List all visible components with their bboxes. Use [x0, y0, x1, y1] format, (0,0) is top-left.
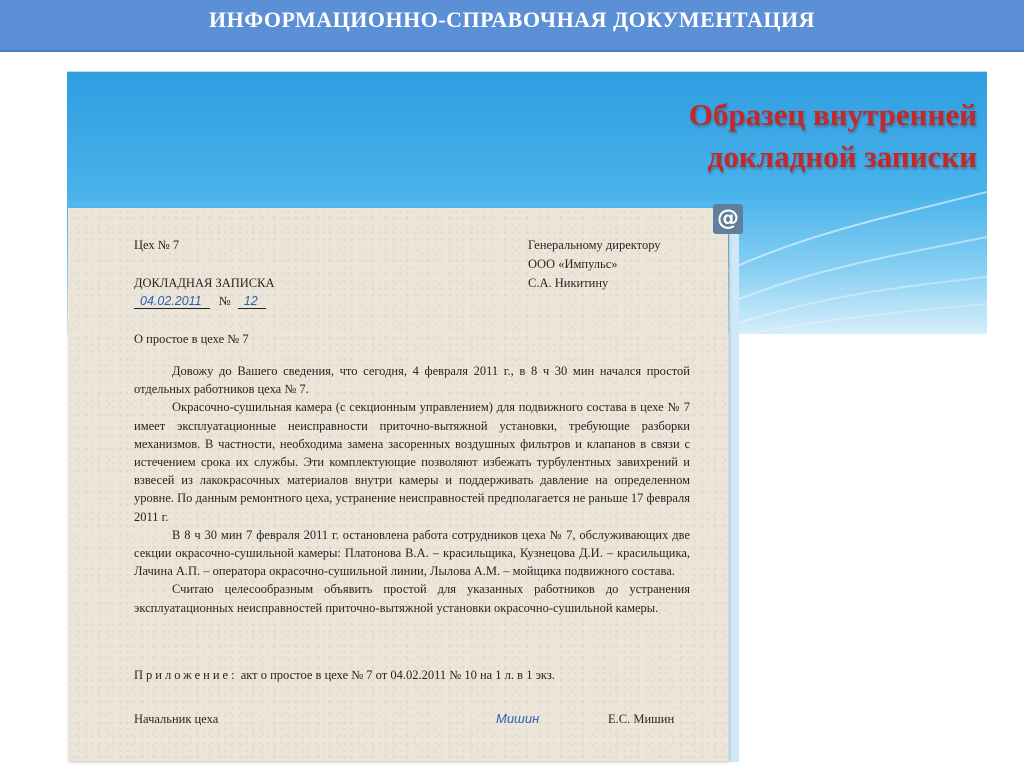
- document-type: ДОКЛАДНАЯ ЗАПИСКА: [134, 276, 275, 290]
- header-title: ИНФОРМАЦИОННО-СПРАВОЧНАЯ ДОКУМЕНТАЦИЯ: [209, 7, 815, 32]
- document-number: 12: [238, 294, 266, 309]
- number-sign: №: [218, 294, 231, 308]
- document-date: 04.02.2011: [134, 294, 210, 309]
- addressee-line-2: ООО «Импульс»: [528, 257, 618, 271]
- document-subject: О простое в цехе № 7: [134, 332, 249, 346]
- addressee-line-3: С.А. Никитину: [528, 276, 609, 290]
- paragraph-2: Окрасочно-сушильная камера (с секционным управлением) для подвижного состава в цехе № 7 имеет эксплуатационные неисправности приточно-вытяжной установки, требующие разборки механизмов. В частности, необходима замена засоренных воздушных фильтров и клапанов в связи с истечением срока их службы. Эти комплектующие позволяют избежать турбулентных завихрений и взвесей из лакокрасочных материалов внутри камеры и поддерживать давление на определенном уровне. По данным ремонтного цеха, устранение неисправностей предполагается не раньше 17 февраля 2011 г.: [134, 400, 690, 524]
- signer-position: Начальник цеха: [134, 712, 219, 726]
- slide-title-line-1: Образец внутренней: [688, 97, 977, 132]
- document-page: [68, 208, 728, 761]
- attachment-line: [134, 668, 690, 683]
- at-sign-icon[interactable]: @: [713, 204, 743, 234]
- attachment-label: Приложение:: [134, 668, 238, 682]
- paragraph-3: В 8 ч 30 мин 7 февраля 2011 г. остановлена работа сотрудников цеха № 7, обслуживающих две секции окрасочно-сушильной камеры: Платонова В.А. – красильщика, Кузнецова Д.И. – красильщика, Лачина А.П. – оператора окрасочно-сушильной линии, Лылова А.М. – мойщика подвижного состава.: [134, 527, 690, 579]
- sender-unit: Цех № 7: [134, 238, 180, 252]
- paragraph-1: Довожу до Вашего сведения, что сегодня, 4 февраля 2011 г., в 8 ч 30 мин начался простой отдельных работников цеха № 7.: [134, 364, 690, 397]
- signature: Мишин: [496, 711, 540, 726]
- document-body: [134, 362, 690, 617]
- addressee-line-1: Генеральному директору: [528, 238, 661, 252]
- slide-title: [537, 94, 977, 178]
- paper-side-strip: [729, 222, 739, 762]
- attachment-text: акт о простое в цехе № 7 от 04.02.2011 № 10 на 1 л. в 1 экз.: [240, 668, 555, 682]
- signer-name: Е.С. Мишин: [608, 712, 675, 726]
- slide-title-line-2: докладной записки: [707, 139, 977, 174]
- date-number-line: [134, 294, 266, 309]
- header-bar: [0, 0, 1024, 52]
- paragraph-4: Считаю целесообразным объявить простой для указанных работников до устранения эксплуатационных неисправностей приточно-вытяжной установки окрасочно-сушильной камеры.: [134, 582, 690, 615]
